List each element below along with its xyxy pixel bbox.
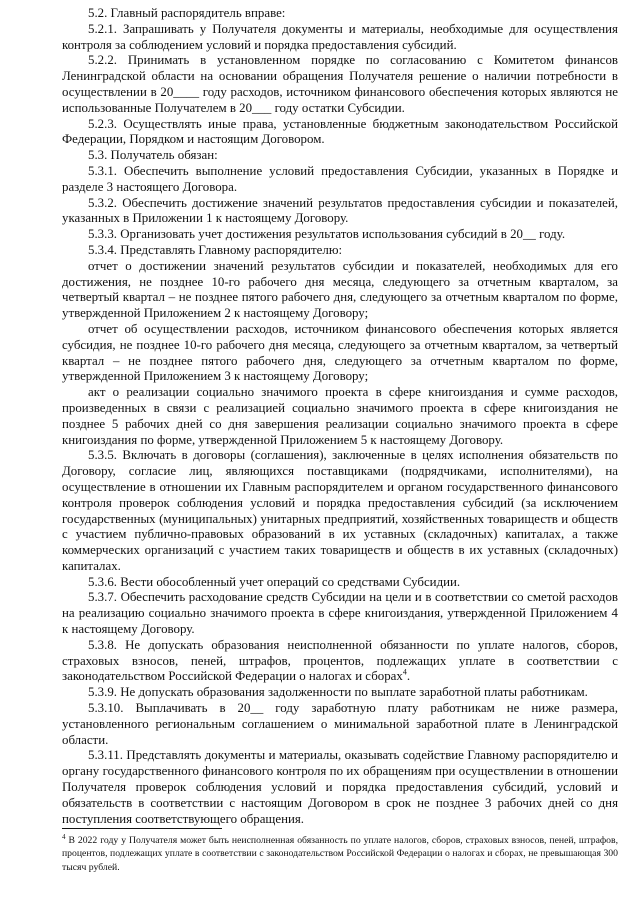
paragraph-5-2-3: 5.2.3. Осуществлять иные права, установленные бюджетным законодательством Российской Федерации, Порядком и настоящим Договором. (62, 116, 618, 147)
paragraph-5-2-1: 5.2.1. Запрашивать у Получателя документы и материалы, необходимые для осуществления контроля за соблюдением условий и порядка предоставления субсидий. (62, 21, 618, 52)
paragraph-5-3: 5.3. Получатель обязан: (88, 148, 218, 163)
paragraph-act-project: акт о реализации социально значимого проекта в сфере книгоиздания и сумме расходов, произведенных в связи с реализацией социально значимого проекта в сфере книгоиздания не позднее 5 рабочих дней со дня завершения реализации социально значимого проекта в сфере книгоиздания по форме, утвержденной Приложением 5 к настоящему Договору. (62, 385, 618, 447)
paragraph-5-3-3: 5.3.3. Организовать учет достижения результатов использования субсидий в 20__ году. (88, 227, 566, 242)
paragraph-5-3-8: 5.3.8. Не допускать образования неисполненной обязанности по уплате налогов, сборов, страховых взносов, пеней, штрафов, процентов, подлежащих уплате в соответствии с законодательством Российской Федерации о налогах и сборах$^4$. (62, 637, 618, 684)
paragraph-5-3-9: 5.3.9. Не допускать образования задолженности по выплате заработной платы работникам. (88, 685, 588, 700)
document-body (62, 6, 618, 827)
footnote (62, 834, 618, 874)
paragraph-5-3-7: 5.3.7. Обеспечить расходование средств Субсидии на цели и в соответствии со сметой расходов на реализацию социально значимого проекта в сфере книгоиздания, утвержденной Приложением 4 к настоящему Договору. (62, 590, 618, 637)
paragraph-5-3-4: 5.3.4. Представлять Главному распорядителю: (88, 242, 343, 257)
paragraph-5-2-2: 5.2.2. Принимать в установленном порядке по согласованию с Комитетом финансов Ленинградской области на основании обращения Получателя решение о наличии потребности в осуществлении в 20____ году расходов, источником финансового обеспечения которых являются не использованные Получателем в 20___ году остатки Субсидии. (62, 53, 618, 115)
paragraph-5-3-2: 5.3.2. Обеспечить достижение значений результатов предоставления субсидии и показателей, указанных в Приложении 1 к настоящему Договору. (62, 195, 618, 226)
paragraph-report-results: отчет о достижении значений результатов субсидии и показателей, необходимых для его достижения, не позднее 10-го рабочего дня месяца, следующего за отчетным кварталом, за четвертый квартал – не позднее пятого рабочего дня, следующего за отчетным кварталом по форме, утвержденной Приложением 2 к настоящему Договору; (62, 258, 618, 321)
paragraph-5-3-8-text: 5.3.8. Не допускать образования неисполненной обязанности по уплате налогов, сборов, страховых взносов, пеней, штрафов, процентов, подлежащих уплате в соответствии с законодательством Российской Федерации о налогах и сборах (62, 637, 618, 684)
paragraph-5-3-10: 5.3.10. Выплачивать в 20__ году заработную плату работникам не ниже размера, установленного региональным соглашением о минимальной заработной плате в Ленинградской области. (62, 701, 618, 747)
footnote-reference[interactable]: 4 (402, 668, 407, 678)
paragraph-report-expenses: отчет об осуществлении расходов, источником финансового обеспечения которых является субсидия, не позднее 10-го рабочего дня месяца, следующего за отчетным кварталом, за четвертый квартал – не позднее пятого рабочего дня, следующего за отчетным кварталом по форме, утвержденной Приложением 3 к настоящему Договору; (62, 321, 618, 384)
paragraph-5-3-1: 5.3.1. Обеспечить выполнение условий предоставления Субсидии, указанных в Порядке и разделе 3 настоящего Договора. (62, 163, 618, 194)
paragraph-5-3-6: 5.3.6. Вести обособленный учет операций со средствами Субсидии. (88, 574, 461, 589)
paragraph-5-2: 5.2. Главный распорядитель вправе: (88, 6, 286, 20)
paragraph-5-3-11: 5.3.11. Представлять документы и материалы, оказывать содействие Главному распорядителю и органу государственного финансового контроля по их обращениям при осуществлении в отношении Получателя проверок соблюдения условий и порядка предоставления субсидий, условий и обязательств в соответствии с настоящим Договором в срок не позднее 3 рабочих дней со дня поступления соответствующего обращения. (62, 748, 618, 826)
footnote-number: 4 (62, 832, 66, 841)
paragraph-5-3-5: 5.3.5. Включать в договоры (соглашения), заключенные в целях исполнения обязательств по Договору, согласие лиц, являющихся поставщиками (подрядчиками, исполнителями), на осуществление в отношении их Главным распорядителем и органом государственного финансового контроля проверок соблюдения условий и порядка предоставления субсидий (за исключением государственных (муниципальных) унитарных предприятий, хозяйственных товариществ и обществ с участием публично-правовых образований в их уставных (складочных) капиталах, а также коммерческих организаций с участием таких товариществ и обществ в их уставных (складочных) капиталах. (62, 448, 618, 573)
footnote-text: В 2022 году у Получателя может быть неисполненная обязанность по уплате налогов, сборов, страховых взносов, пеней, штрафов, процентов, подлежащих уплате в соответствии с законодательством Российской Федерации о налогах и сборах, не превышающая 300 тысяч рублей. (62, 835, 618, 873)
footnote-divider (62, 828, 222, 829)
